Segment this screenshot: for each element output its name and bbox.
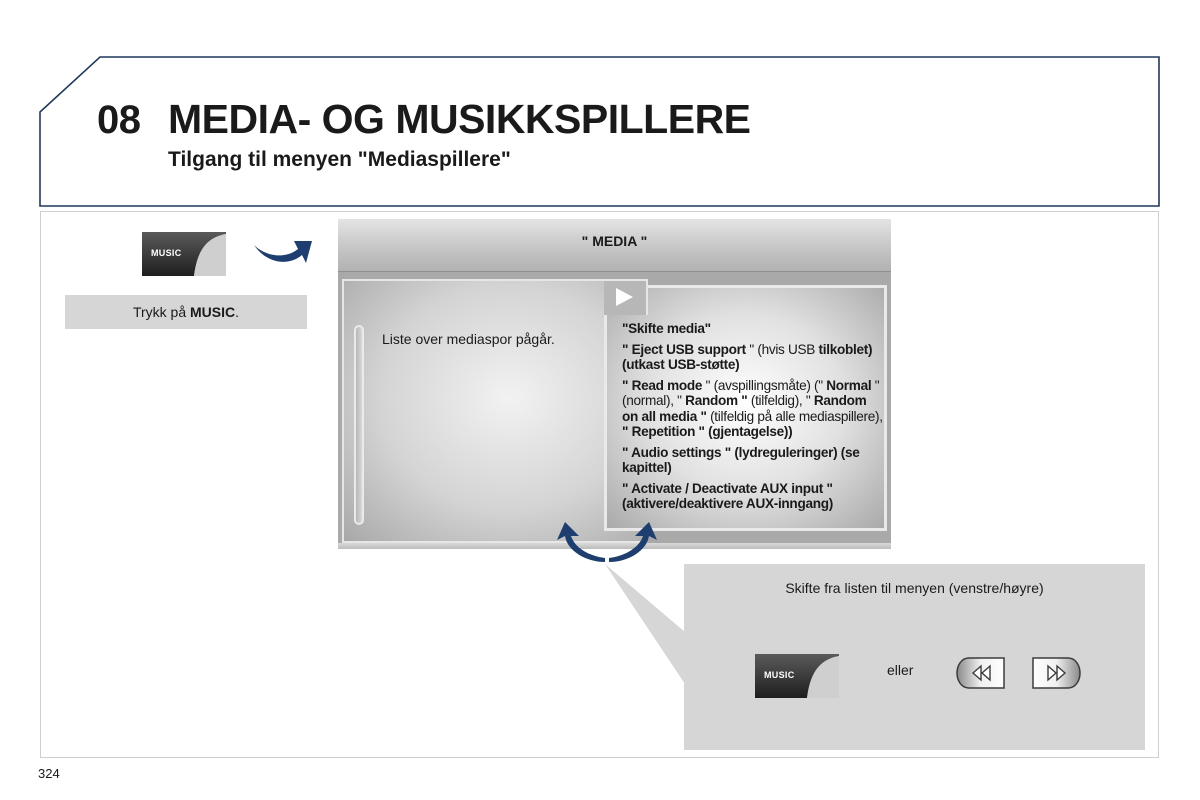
or-text: eller: [887, 662, 914, 678]
menu-item-desc: " (avspillingsmåte) (": [702, 377, 827, 393]
media-menu-list: [622, 321, 884, 517]
option-random: Random ": [685, 393, 748, 408]
menu-item-read-mode[interactable]: [622, 378, 884, 440]
menu-item-label: " Read mode: [622, 377, 703, 393]
media-screen: [338, 219, 891, 549]
option-random-all: Random on all media ": [622, 393, 867, 424]
fast-forward-button[interactable]: [1032, 656, 1082, 690]
list-scrollbar[interactable]: [354, 325, 364, 525]
menu-item-label: " Eject USB support: [622, 341, 746, 357]
callout-pointer: [605, 562, 689, 692]
screen-title: " MEDIA ": [581, 233, 648, 249]
menu-item-audio-settings[interactable]: [622, 445, 884, 476]
menu-item-label: " Activate / Deactivate AUX input " (aktivere/deaktivere AUX-inngang): [622, 480, 833, 511]
menu-item-label: "Skifte media": [622, 321, 711, 336]
rewind-button[interactable]: [955, 656, 1005, 690]
screen-titlebar: [338, 219, 891, 272]
chapter-subtitle: Tilgang til menyen "Mediaspillere": [168, 148, 511, 171]
play-arrow-icon: [616, 288, 633, 306]
option-normal-desc: " (normal), ": [622, 377, 880, 408]
menu-tab[interactable]: [604, 279, 648, 315]
page-number: 324: [38, 766, 60, 781]
instruction-suffix: .: [235, 304, 240, 320]
menu-item-change-media[interactable]: [622, 321, 884, 337]
instruction-box: [65, 295, 307, 329]
media-list-text: Liste over mediaspor pågår.: [382, 331, 555, 347]
menu-item-label: " Audio settings " (lydreguleringer) (se kapittel): [622, 444, 860, 475]
swap-arrows-icon: [553, 520, 661, 566]
callout-box: [684, 564, 1145, 750]
chapter-number: 08: [97, 98, 141, 142]
media-list-panel[interactable]: [342, 279, 647, 543]
menu-item-eject-usb[interactable]: [622, 342, 884, 373]
option-normal: Normal: [826, 377, 872, 393]
music-key[interactable]: [142, 232, 226, 276]
menu-item-desc: " (hvis USB: [745, 341, 816, 357]
option-random-desc: (tilfeldig), ": [747, 393, 814, 408]
chapter-title: MEDIA- OG MUSIKKSPILLERE: [168, 96, 751, 142]
menu-item-desc-bold: tilkoblet)(utkast USB-støtte): [622, 341, 873, 372]
callout-music-key[interactable]: [755, 654, 839, 698]
callout-text: Skifte fra listen til menyen (venstre/høyre): [785, 580, 1044, 596]
instruction-prefix: Trykk på: [132, 304, 191, 320]
option-repetition: " Repetition " (gjentagelse)): [622, 424, 793, 439]
option-random-all-desc: (tilfeldig på alle mediaspillere),: [706, 408, 883, 424]
music-key-label: MUSIC: [151, 248, 182, 258]
instruction-key: MUSIC: [190, 304, 236, 320]
music-key-label: MUSIC: [764, 670, 795, 680]
menu-item-aux-input[interactable]: [622, 481, 884, 512]
curved-arrow-icon: [250, 233, 316, 275]
